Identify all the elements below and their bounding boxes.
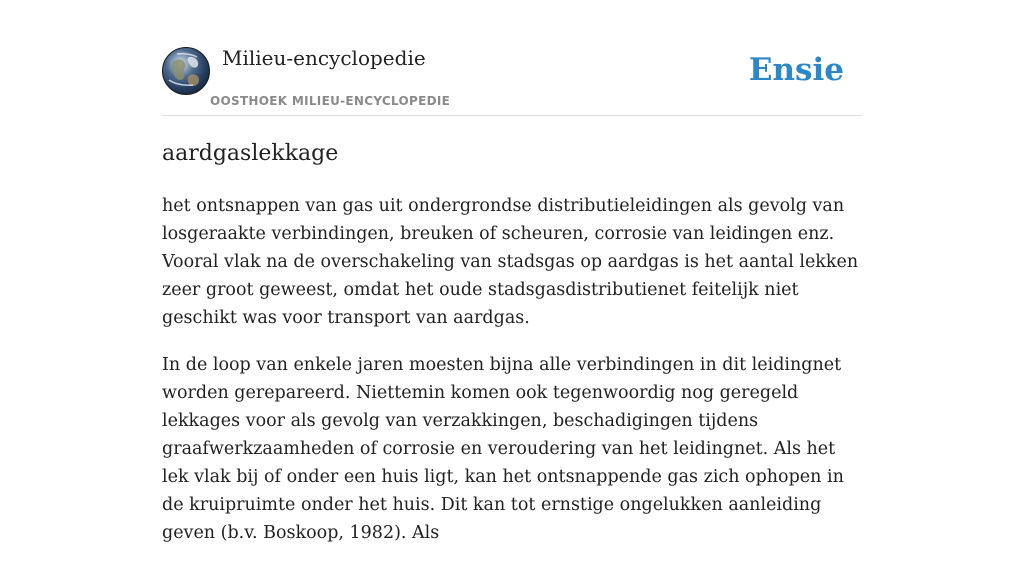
entry-paragraph: het ontsnappen van gas uit ondergrondse distributieleidingen als gevolg van losgeraakte verbindingen, breuken of scheuren, corrosie van leidingen enz. Vooral vlak na de overschakeling van stadsgas op aardgas is het aantal lekken zeer groot geweest, omdat het oude stadsgasdistributienet feitelijk niet geschikt was voor transport van aardgas. [162, 196, 859, 328]
entry-title: aardgaslekkage [162, 141, 339, 166]
content-container [162, 0, 862, 543]
earth-globe-icon[interactable] [162, 47, 210, 95]
site-title[interactable]: Milieu-encyclopedie [222, 46, 426, 70]
brand-logo-link[interactable]: Ensie [748, 52, 844, 88]
entry-body [162, 192, 862, 566]
site-header [162, 0, 862, 116]
site-subtitle: OOSTHOEK MILIEU-ENCYCLOPEDIE [210, 94, 451, 108]
entry-paragraph: In de loop van enkele jaren moesten bijna alle verbindingen in dit leidingnet worden gerepareerd. Niettemin komen ook tegenwoordig nog geregeld lekkages voor als gevolg van verzakkingen, beschadigingen tijdens graafwerkzaamheden of corrosie en veroudering van het leidingnet. Als het lek vlak bij of onder een huis ligt, kan het ontsnappende gas zich ophopen in de kruipruimte onder het huis. Dit kan tot ernstige ongelukken aanleiding geven (b.v. Boskoop, 1982). Als [162, 355, 844, 543]
